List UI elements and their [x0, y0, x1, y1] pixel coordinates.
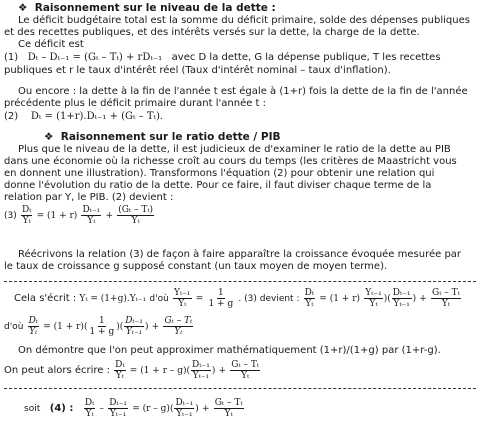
eq1-expression: Dₜ – Dₜ₋₁ = (Gₜ – Tₜ) + rDₜ₋₁	[27, 52, 163, 63]
section1-heading	[18, 2, 276, 14]
s2-line: Plus que le niveau de la dette, il est judicieux de d'examiner le ratio de la dette au PIB	[18, 144, 451, 155]
s2-line: le taux de croissance g supposé constant (un taux moyen de moyen terme).	[4, 261, 388, 272]
equation-1: (1) Dₜ – Dₜ₋₁ = (Gₜ – Tₜ) + rDₜ₋₁ avec D la dette, G la dépense publique, T les recettes	[4, 52, 441, 63]
equation-2: (2) Dₜ = (1+r).Dₜ₋₁ + (Gₜ – Tₜ).	[4, 111, 164, 122]
growth-relation: Cela s'écrit : Yₜ = (1+g).Yₜ₋₁ d'où $\frac{\text{Yₜ₋₁}}{\text{Yₜ}}$ = $\frac{1}{1 + g}$ . (3) devient : $\frac{\text{Dₜ}}{\text{Yₜ}}$ = (1 + r) $\frac{\text{Yₜ₋₁}}{\text{Yₜ}}$ )( $\frac{\text{Dₜ₋₁}}{\text{Yₜ₋₁}}$ ) + $\frac{\text{Gₜ – Tₜ}}{\text{Yₜ}}$	[14, 287, 460, 309]
s1-line: et des recettes publiques, et des intérêts versés sur la dette, la charge de la dette.	[4, 27, 420, 38]
diamond-bullet-icon: ❖	[18, 2, 28, 14]
diamond-bullet-icon: ❖	[44, 131, 54, 143]
s2-line: en donnent une illustration). Transformons l'équation (2) pour obtenir une relation qui	[4, 168, 435, 179]
equation-3: (3) $\frac{\text{Dₜ}}{\text{Yₜ}}$ = (1 + r) $\frac{\text{Dₜ₋₁}}{\text{Yₜ}}$ + $\frac{\text{(Gₜ – Tₜ)}}{\text{Yₜ}}$	[4, 204, 154, 226]
divider	[4, 281, 476, 282]
approximated-equation: On peut alors écrire : $\frac{\text{Dₜ}}{\text{Yₜ}}$ = (1 + r – g)( $\frac{\text{Dₜ₋₁}}{\text{Yₜ₋₁}}$ ) + $\frac{\text{Gₜ – Tₜ}}{\text{Yₜ}}$	[4, 359, 260, 381]
divider	[4, 388, 476, 389]
s2-line: relation par Y, le PIB. (2) devient :	[4, 192, 174, 203]
approximation-text: On démontre que l'on peut approximer mathématiquement (1+r)/(1+g) par (1+r-g).	[18, 345, 441, 356]
eq2-expression: Dₜ = (1+r).Dₜ₋₁ + (Gₜ – Tₜ).	[30, 111, 164, 122]
derived-ratio: d'où $\frac{\text{Dₜ}}{\text{Yₜ}}$ = (1 + r)( $\frac{1}{1 + g}$ )( $\frac{\text{Dₜ₋₁}}{\text{Yₜ₋₁}}$ ) + $\frac{\text{Gₜ – Tₜ}}{\text{Yₜ}}$	[4, 315, 193, 337]
s1-line: précédente plus le déficit primaire durant l'année t :	[4, 98, 267, 109]
s1-line: publiques et r le taux d'intérêt réel (Taux d'intérêt nominal – taux d'inflation).	[4, 65, 391, 76]
equation-4: soit (4) : $\frac{\text{Dₜ}}{\text{Yₜ}}$ – $\frac{\text{Dₜ₋₁}}{\text{Yₜ₋₁}}$ = (r – g)( $\frac{\text{Dₜ₋₁}}{\text{Yₜ₋₁}}$ ) + $\frac{\text{Gₜ – Tₜ}}{\text{Yₜ}}$	[24, 397, 243, 419]
s2-line: donne l'évolution du ratio de la dette. Pour ce faire, il faut diviser chaque terme de la	[4, 180, 432, 191]
s1-line: Ou encore : la dette à la fin de l'année t est égale à (1+r) fois la dette de la fin de l'année	[18, 86, 468, 97]
s2-line: Réécrivons la relation (3) de façon à faire apparaître la croissance évoquée mesurée par	[18, 249, 462, 260]
section2-heading	[44, 131, 281, 143]
s2-line: dans une économie où la richesse croît au cours du temps (les critères de Maastricht vous	[4, 156, 457, 167]
section1-title: Raisonnement sur le niveau de la dette :	[34, 2, 276, 14]
section2-title: Raisonnement sur le ratio dette / PIB	[60, 131, 281, 143]
s1-line: Le déficit budgétaire total est la somme du déficit primaire, solde des dépenses publiques	[18, 15, 470, 26]
s1-line: Ce déficit est	[18, 39, 84, 50]
